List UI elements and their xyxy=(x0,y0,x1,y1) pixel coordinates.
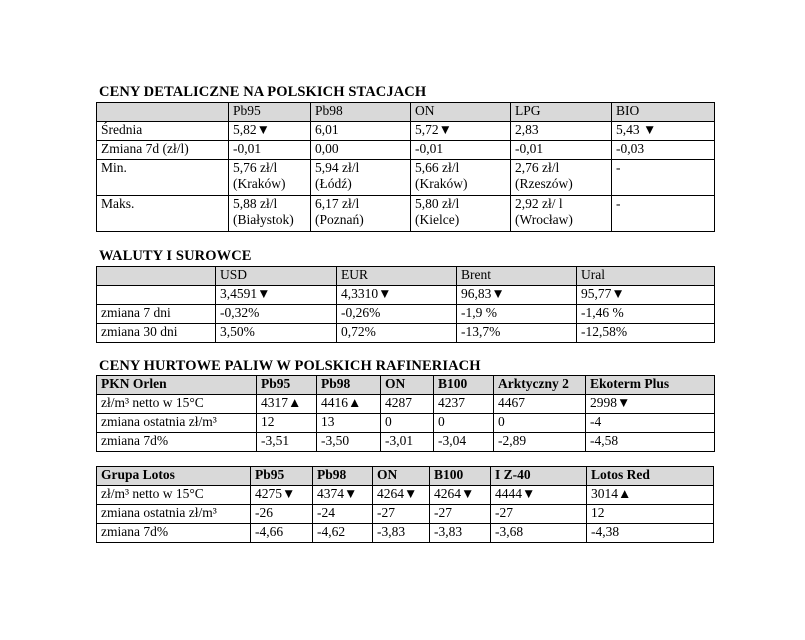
lotos-table-cell: -3,83 xyxy=(430,524,491,543)
lotos-table-cell: -4,38 xyxy=(587,524,714,543)
lotos-header-cell: B100 xyxy=(430,467,491,486)
lotos-header-cell: I Z-40 xyxy=(491,467,587,486)
orlen-header-cell: PKN Orlen xyxy=(97,376,257,395)
retail-table-row xyxy=(97,141,715,160)
retail-table-cell: -0,01 xyxy=(511,141,612,160)
currencies-table-cell: 3,4591▼ xyxy=(216,286,337,305)
currencies-row-label: zmiana 30 dni xyxy=(97,324,216,343)
lotos-row-label: zł/m³ netto w 15°C xyxy=(97,486,251,505)
orlen-table-cell: 4416▲ xyxy=(317,395,381,414)
currencies-header-cell xyxy=(97,267,216,286)
retail-table-cell: 6,01 xyxy=(311,122,411,141)
retail-row-label: Zmiana 7d (zł/l) xyxy=(97,141,229,160)
orlen-row-label: zł/m³ netto w 15°C xyxy=(97,395,257,414)
retail-header-cell: ON xyxy=(411,103,511,122)
orlen-table-cell: 4287 xyxy=(381,395,434,414)
retail-header-cell: Pb98 xyxy=(311,103,411,122)
orlen-row-label: zmiana 7d% xyxy=(97,433,257,452)
lotos-table-cell: -24 xyxy=(313,505,373,524)
lotos-table-cell: -4,62 xyxy=(313,524,373,543)
retail-table-cell: -0,01 xyxy=(229,141,311,160)
orlen-table-cell: 12 xyxy=(257,414,317,433)
currencies-table-cell: -1,46 % xyxy=(577,305,715,324)
lotos-header-cell: Lotos Red xyxy=(587,467,714,486)
retail-header-cell xyxy=(97,103,229,122)
lotos-table-cell: -4,66 xyxy=(251,524,313,543)
lotos-table-row xyxy=(97,486,714,505)
orlen-table-cell: 0 xyxy=(434,414,494,433)
orlen-table-cell: 4317▲ xyxy=(257,395,317,414)
currencies-table xyxy=(96,266,715,343)
retail-row-label: Min. xyxy=(97,160,229,196)
currencies-table-row xyxy=(97,305,715,324)
lotos-table-cell: -27 xyxy=(491,505,587,524)
lotos-table-cell: 4374▼ xyxy=(313,486,373,505)
retail-table-row xyxy=(97,196,715,232)
orlen-table-cell: -3,04 xyxy=(434,433,494,452)
orlen-table-row xyxy=(97,395,715,414)
retail-table-cell: 5,80 zł/l (Kielce) xyxy=(411,196,511,232)
currencies-header-cell: USD xyxy=(216,267,337,286)
currencies-table-cell: -12,58% xyxy=(577,324,715,343)
lotos-table-cell: -3,68 xyxy=(491,524,587,543)
retail-table-cell: 5,72▼ xyxy=(411,122,511,141)
lotos-header-cell: Grupa Lotos xyxy=(97,467,251,486)
retail-table-cell: 2,92 zł/ l (Wrocław) xyxy=(511,196,612,232)
orlen-table-row xyxy=(97,433,715,452)
lotos-header-cell: Pb95 xyxy=(251,467,313,486)
retail-table-cell: 2,83 xyxy=(511,122,612,141)
currencies-table-row xyxy=(97,324,715,343)
retail-table-cell: 5,66 zł/l (Kraków) xyxy=(411,160,511,196)
currencies-header-cell: EUR xyxy=(337,267,457,286)
retail-table-cell: - xyxy=(612,196,715,232)
orlen-table-cell: -2,89 xyxy=(494,433,586,452)
retail-table-cell: - xyxy=(612,160,715,196)
retail-table-cell: -0,01 xyxy=(411,141,511,160)
retail-table-cell: 5,94 zł/l (Łódź) xyxy=(311,160,411,196)
retail-header-cell: BIO xyxy=(612,103,715,122)
lotos-table-cell: -27 xyxy=(373,505,430,524)
lotos-table-cell: 4275▼ xyxy=(251,486,313,505)
lotos-table-cell: 12 xyxy=(587,505,714,524)
currencies-table-cell: 96,83▼ xyxy=(457,286,577,305)
retail-table-cell: -0,03 xyxy=(612,141,715,160)
lotos-table-cell: -3,83 xyxy=(373,524,430,543)
orlen-table-cell: 0 xyxy=(381,414,434,433)
currencies-table-cell: -0,32% xyxy=(216,305,337,324)
retail-table-cell: 5,88 zł/l (Białystok) xyxy=(229,196,311,232)
orlen-header-cell: Ekoterm Plus xyxy=(586,376,715,395)
wholesale-title: CENY HURTOWE PALIW W POLSKICH RAFINERIACH xyxy=(99,358,481,374)
orlen-header-cell: Pb98 xyxy=(317,376,381,395)
retail-table-row xyxy=(97,122,715,141)
currencies-table-row xyxy=(97,286,715,305)
retail-table-cell: 0,00 xyxy=(311,141,411,160)
currencies-header-row xyxy=(97,267,715,286)
retail-row-label: Średnia xyxy=(97,122,229,141)
currencies-table-cell: 0,72% xyxy=(337,324,457,343)
lotos-table-cell: -27 xyxy=(430,505,491,524)
retail-table-row xyxy=(97,160,715,196)
lotos-table-cell: -26 xyxy=(251,505,313,524)
orlen-table-cell: 0 xyxy=(494,414,586,433)
currencies-table-cell: 4,3310▼ xyxy=(337,286,457,305)
lotos-table-cell: 4444▼ xyxy=(491,486,587,505)
currencies-table-cell: 3,50% xyxy=(216,324,337,343)
lotos-row-label: zmiana ostatnia zł/m³ xyxy=(97,505,251,524)
retail-header-cell: LPG xyxy=(511,103,612,122)
retail-table-cell: 2,76 zł/l (Rzeszów) xyxy=(511,160,612,196)
lotos-table-cell: 4264▼ xyxy=(430,486,491,505)
lotos-header-cell: Pb98 xyxy=(313,467,373,486)
retail-row-label: Maks. xyxy=(97,196,229,232)
currencies-table-cell: -13,7% xyxy=(457,324,577,343)
currencies-row-label: zmiana 7 dni xyxy=(97,305,216,324)
orlen-table-cell: -4,58 xyxy=(586,433,715,452)
orlen-header-cell: Pb95 xyxy=(257,376,317,395)
orlen-table-cell: 2998▼ xyxy=(586,395,715,414)
lotos-wholesale-table xyxy=(96,466,714,543)
orlen-wholesale-table xyxy=(96,375,715,452)
currencies-table-cell: 95,77▼ xyxy=(577,286,715,305)
lotos-table-cell: 4264▼ xyxy=(373,486,430,505)
currencies-header-cell: Ural xyxy=(577,267,715,286)
orlen-table-cell: 4237 xyxy=(434,395,494,414)
retail-header-row xyxy=(97,103,715,122)
orlen-header-cell: B100 xyxy=(434,376,494,395)
lotos-row-label: zmiana 7d% xyxy=(97,524,251,543)
lotos-header-row xyxy=(97,467,714,486)
lotos-table-row xyxy=(97,505,714,524)
retail-table-cell: 5,82▼ xyxy=(229,122,311,141)
orlen-table-row xyxy=(97,414,715,433)
orlen-row-label: zmiana ostatnia zł/m³ xyxy=(97,414,257,433)
lotos-table-cell: 3014▲ xyxy=(587,486,714,505)
orlen-header-cell: ON xyxy=(381,376,434,395)
retail-prices-table xyxy=(96,102,715,232)
lotos-table-row xyxy=(97,524,714,543)
orlen-table-cell: 4467 xyxy=(494,395,586,414)
retail-table-cell: 6,17 zł/l (Poznań) xyxy=(311,196,411,232)
currencies-table-cell: -0,26% xyxy=(337,305,457,324)
currencies-row-label xyxy=(97,286,216,305)
retail-title: CENY DETALICZNE NA POLSKICH STACJACH xyxy=(99,84,427,100)
retail-table-cell: 5,76 zł/l (Kraków) xyxy=(229,160,311,196)
orlen-table-cell: -3,50 xyxy=(317,433,381,452)
orlen-header-row xyxy=(97,376,715,395)
orlen-table-cell: -3,51 xyxy=(257,433,317,452)
retail-header-cell: Pb95 xyxy=(229,103,311,122)
orlen-table-cell: -3,01 xyxy=(381,433,434,452)
currencies-table-cell: -1,9 % xyxy=(457,305,577,324)
orlen-header-cell: Arktyczny 2 xyxy=(494,376,586,395)
currencies-title: WALUTY I SUROWCE xyxy=(99,248,252,264)
orlen-table-cell: -4 xyxy=(586,414,715,433)
currencies-header-cell: Brent xyxy=(457,267,577,286)
lotos-header-cell: ON xyxy=(373,467,430,486)
retail-table-cell: 5,43 ▼ xyxy=(612,122,715,141)
orlen-table-cell: 13 xyxy=(317,414,381,433)
